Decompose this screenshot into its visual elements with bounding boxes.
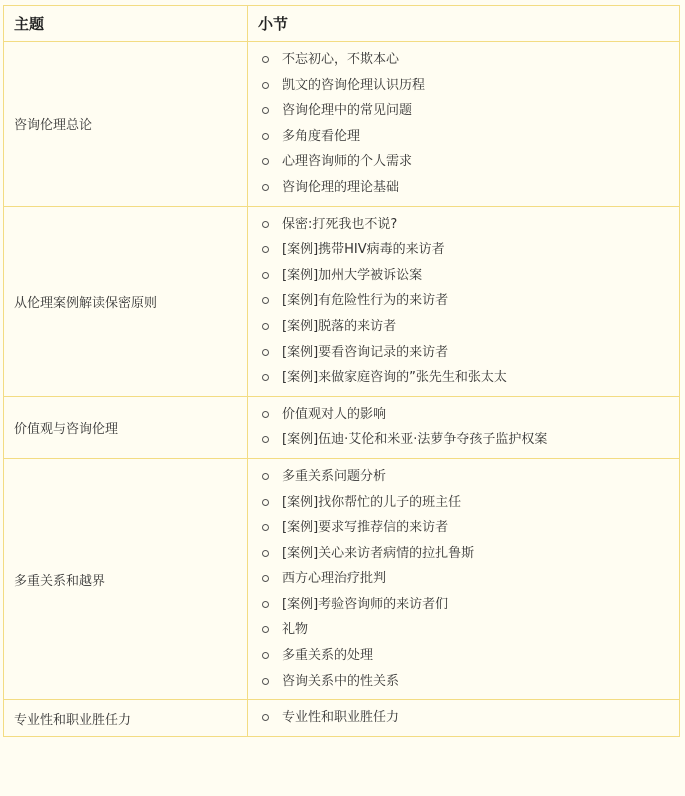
hollow-circle-bullet-icon <box>262 184 269 191</box>
section-label: 专业性和职业胜任力 <box>282 710 400 726</box>
sections-cell <box>248 206 680 396</box>
section-list <box>260 464 669 694</box>
section-label: [案例]来做家庭咨询的”张先生和张太太 <box>282 370 507 386</box>
section-label: [案例]携带HIV病毒的来访者 <box>282 242 445 258</box>
hollow-circle-bullet-icon <box>262 550 269 557</box>
sections-cell <box>248 700 680 737</box>
section-item <box>260 124 669 150</box>
section-label: 多重关系问题分析 <box>282 468 387 484</box>
sections-cell <box>248 396 680 458</box>
section-label: 礼物 <box>282 622 309 638</box>
section-label: [案例]加州大学被诉讼案 <box>282 267 423 283</box>
sections-cell <box>248 42 680 207</box>
hollow-circle-bullet-icon <box>262 349 269 356</box>
section-label: [案例]伍迪·艾伦和米亚·法萝争夺孩子监护权案 <box>282 432 548 448</box>
section-item <box>260 566 669 592</box>
header-sections: 小节 <box>248 6 680 42</box>
section-item <box>260 365 669 391</box>
topic-cell: 咨询伦理总论 <box>4 42 248 207</box>
section-label: [案例]关心来访者病情的拉扎鲁斯 <box>282 545 475 561</box>
section-item <box>260 340 669 366</box>
section-item <box>260 149 669 175</box>
topic-cell: 从伦理案例解读保密原则 <box>4 206 248 396</box>
hollow-circle-bullet-icon <box>262 133 269 140</box>
section-item <box>260 705 669 731</box>
topic-cell: 专业性和职业胜任力 <box>4 700 248 737</box>
section-item <box>260 592 669 618</box>
topic-cell: 价值观与咨询伦理 <box>4 396 248 458</box>
section-label: 价值观对人的影响 <box>282 406 387 422</box>
hollow-circle-bullet-icon <box>262 246 269 253</box>
section-label: 凯文的咨询伦理认识历程 <box>282 77 426 93</box>
section-label: 心理咨询师的个人需求 <box>282 154 413 170</box>
table-row <box>4 42 680 207</box>
section-item <box>260 643 669 669</box>
section-item <box>260 490 669 516</box>
section-item <box>260 263 669 289</box>
hollow-circle-bullet-icon <box>262 499 269 506</box>
section-label: [案例]脱落的来访者 <box>282 318 397 334</box>
hollow-circle-bullet-icon <box>262 56 269 63</box>
section-label: 咨询伦理的理论基础 <box>282 179 400 195</box>
section-label: 不忘初心，不欺本心 <box>282 52 400 67</box>
section-list <box>260 402 669 453</box>
course-outline <box>3 5 679 737</box>
hollow-circle-bullet-icon <box>262 601 269 608</box>
section-item <box>260 515 669 541</box>
hollow-circle-bullet-icon <box>262 297 269 304</box>
section-label: [案例]找你帮忙的儿子的班主任 <box>282 494 462 510</box>
section-item <box>260 73 669 99</box>
section-item <box>260 427 669 453</box>
table-row <box>4 700 680 737</box>
section-item <box>260 237 669 263</box>
hollow-circle-bullet-icon <box>262 323 269 330</box>
section-item <box>260 464 669 490</box>
table-header-row <box>4 6 680 42</box>
hollow-circle-bullet-icon <box>262 626 269 633</box>
section-label: 西方心理治疗批判 <box>282 571 387 587</box>
hollow-circle-bullet-icon <box>262 221 269 228</box>
section-item <box>260 541 669 567</box>
table-row <box>4 396 680 458</box>
hollow-circle-bullet-icon <box>262 473 269 480</box>
section-list <box>260 212 669 391</box>
hollow-circle-bullet-icon <box>262 436 269 443</box>
section-label: 咨询关系中的性关系 <box>282 673 400 689</box>
section-list <box>260 47 669 201</box>
section-label: 多角度看伦理 <box>282 128 361 144</box>
section-list <box>260 705 669 731</box>
section-item <box>260 212 669 238</box>
section-label: 保密:打死我也不说? <box>282 216 398 232</box>
table-row <box>4 206 680 396</box>
outline-table <box>3 5 680 737</box>
section-item <box>260 288 669 314</box>
section-item <box>260 617 669 643</box>
hollow-circle-bullet-icon <box>262 374 269 381</box>
hollow-circle-bullet-icon <box>262 411 269 418</box>
table-body <box>4 42 680 737</box>
hollow-circle-bullet-icon <box>262 107 269 114</box>
section-label: [案例]考验咨询师的来访者们 <box>282 596 449 612</box>
hollow-circle-bullet-icon <box>262 652 269 659</box>
hollow-circle-bullet-icon <box>262 82 269 89</box>
hollow-circle-bullet-icon <box>262 158 269 165</box>
header-topic: 主题 <box>4 6 248 42</box>
section-item <box>260 98 669 124</box>
section-label: 咨询伦理中的常见问题 <box>282 103 413 119</box>
section-item <box>260 314 669 340</box>
hollow-circle-bullet-icon <box>262 272 269 279</box>
section-label: [案例]要求写推荐信的来访者 <box>282 520 449 536</box>
section-item <box>260 47 669 73</box>
section-label: [案例]有危险性行为的来访者 <box>282 293 449 309</box>
section-label: [案例]要看咨询记录的来访者 <box>282 344 449 360</box>
section-item <box>260 175 669 201</box>
hollow-circle-bullet-icon <box>262 678 269 685</box>
sections-cell <box>248 458 680 699</box>
hollow-circle-bullet-icon <box>262 524 269 531</box>
topic-cell: 多重关系和越界 <box>4 458 248 699</box>
table-row <box>4 458 680 699</box>
section-item <box>260 669 669 695</box>
hollow-circle-bullet-icon <box>262 714 269 721</box>
hollow-circle-bullet-icon <box>262 575 269 582</box>
section-item <box>260 402 669 428</box>
section-label: 多重关系的处理 <box>282 648 374 664</box>
